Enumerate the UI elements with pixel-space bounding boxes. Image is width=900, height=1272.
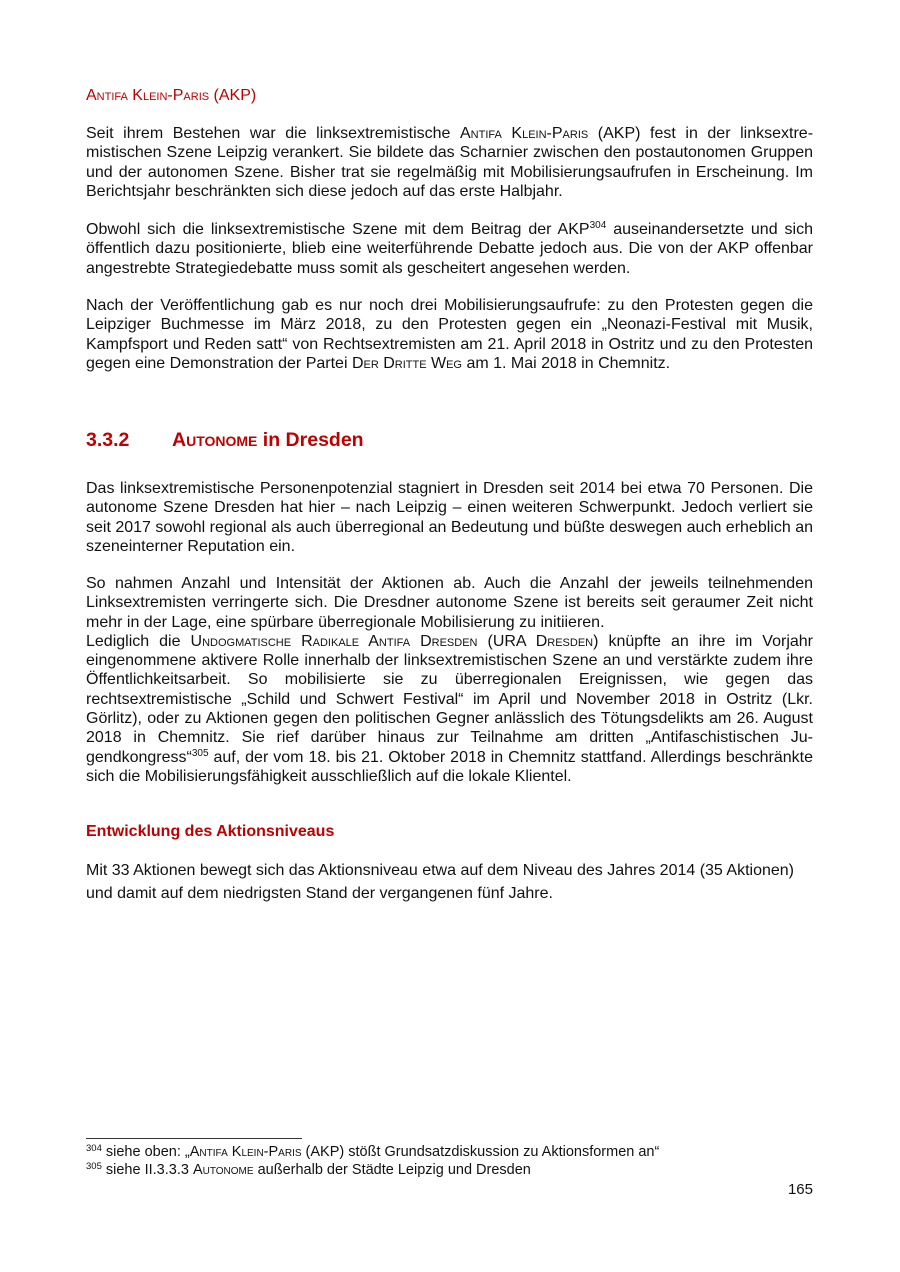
page-number: 165 xyxy=(787,1181,813,1198)
paragraph-akp-1: Seit ihrem Bestehen war die linksextremistische Antifa Klein-Paris (AKP) fest in der linksextremistischen Szene Leipzig verankert. Sie bildete das Scharnier zwischen den postautonomen Gruppen und der autonomen Szene. Bisher trat sie regelmäßig mit Mobilisierungsaufrufen in Erscheinung. Im Berichtsjahr beschränkten sich diese jedoch auf das erste Halbjahr. xyxy=(86,125,814,200)
paragraph-akp-3: Nach der Veröffentlichung gab es nur noch drei Mobilisierungsaufrufe: zu den Protesten gegen die Leipziger Buchmesse im März 2018, zu den Protesten gegen ein „Neonazi-Festival mit Musik, Kampfsport und Reden satt“ von Rechtsextremisten am 21. April 2018 in Ostritz und zu den Protesten gegen eine Demonstration der Partei Der Dritte Weg am 1. Mai 2018 in Chemnitz. xyxy=(86,297,813,372)
paragraph-entwicklung: Mit 33 Aktionen bewegt sich das Aktionsniveau etwa auf dem Niveau des Jahres 2014 (35 Aktionen) und damit auf dem niedrigsten Stand der vergangenen fünf Jahre. xyxy=(86,862,794,902)
footnote-305: $^{305}$ siehe II.3.3.3 Autonome außerhalb der Städte Leipzig und Dresden xyxy=(86,1161,531,1178)
footnote-ref-304[interactable]: 304 xyxy=(589,220,607,231)
footnote-ref-305[interactable]: 305 xyxy=(191,747,209,759)
section-heading-3-3-2 xyxy=(86,428,813,452)
subheading-entwicklung: Entwicklung des Aktionsniveaus xyxy=(86,823,335,840)
paragraph-dresden-2: So nahmen Anzahl und Intensität der Aktionen ab. Auch die Anzahl der jeweils teilnehmenden Linksextremisten verringerte sich. Die Dresdner autonome Szene ist bereits seit geraumer Zeit nicht mehr in der Lage, eine spürbare überregionale Mobilisierung zu initiieren. Lediglich die Undogmatische Radikale Antifa Dresden (URA Dresden) knüpfte an ihre im Vorjahr eingenommene aktivere Rolle innerhalb der linksextremistischen Szene an und verstärkte zudem ihre Öffentlichkeitsarbeit. So mobilisierte sie zu überregionalen Ereignissen, wie gegen das rechtsextremistische „Schild und Schwert Festival“ im April und November 2018 in Ostritz (Lkr. Görlitz), oder zu Aktionen gegen den politischen Gegner anlässlich des Tötungsdelikts am 26. August 2018 in Chemnitz. Sie rief darüber hinaus zur Teilnahme am dritten „Antifaschistischen Jugendkongress“$^{305}$ auf, der vom 18. bis 21. Oktober 2018 in Chemnitz stattfand. Allerdings beschränkte sich die Mobilisierungsfähigkeit ausschließlich auf die lokale Klientel. xyxy=(86,575,813,785)
paragraph-dresden-1: Das linksextremistische Personenpotenzial stagniert in Dresden seit 2014 bei etwa 70 Personen. Die autonome Szene Dresden hat hier – nach Leipzig – einen weiteren Schwerpunkt. Jedoch verliert sie seit 2017 sowohl regional als auch überregional an Bedeutung und büßte deswegen auch erheblich an szeneinterner Reputation ein. xyxy=(86,480,813,555)
section-heading-akp: Antifa Klein-Paris (AKP) xyxy=(86,87,257,104)
section-number: 3.3.2 xyxy=(86,429,130,451)
section-title: Autonome in Dresden xyxy=(172,429,364,451)
footnote-divider xyxy=(86,1138,302,1139)
paragraph-dresden-3: Lediglich die Undogmatische Radikale Antifa Dresden (URA Dresden) knüpfte an ihre im Vorjahr eingenommene aktivere Rolle innerhalb der linksextremistischen Szene an und verstärkte zudem ihre Öffentlichkeitsarbeit. So mobilisierte sie zu überregionalen Ereignissen, wie gegen das rechtsextremistische „Schild und Schwert Festival“ im April und November 2018 in Ostritz (Lkr. Görlitz), oder zu Aktionen gegen den politischen Gegner anlässlich des Tötungsdelikts am 26. August 2018 in Chemnitz. Sie rief darüber hinaus zur Teilnahme am dritten „Antifaschistischen Jugendkongress“$^{305}$ auf, der vom 18. bis 21. Oktober 2018 in Chemnitz stattfand. Allerdings beschränkte sich die Mobilisierungsfähigkeit ausschließlich auf die lokale Klientel. xyxy=(86,632,813,785)
footnotes xyxy=(86,1143,813,1179)
paragraph-akp-2: Obwohl sich die linksextremistische Szene mit dem Beitrag der AKP$^{304}$ auseinandersetzte und sich öffentlich dazu positionierte, blieb eine weiterführende Debatte jedoch aus. Die von der AKP offenbar angestrebte Strategiedebatte muss somit als gescheitert angesehen werden. xyxy=(86,220,814,277)
footnote-304: $^{304}$ siehe oben: „Antifa Klein-Paris (AKP) stößt Grundsatzdiskussion zu Aktionsformen an“ xyxy=(86,1143,660,1160)
